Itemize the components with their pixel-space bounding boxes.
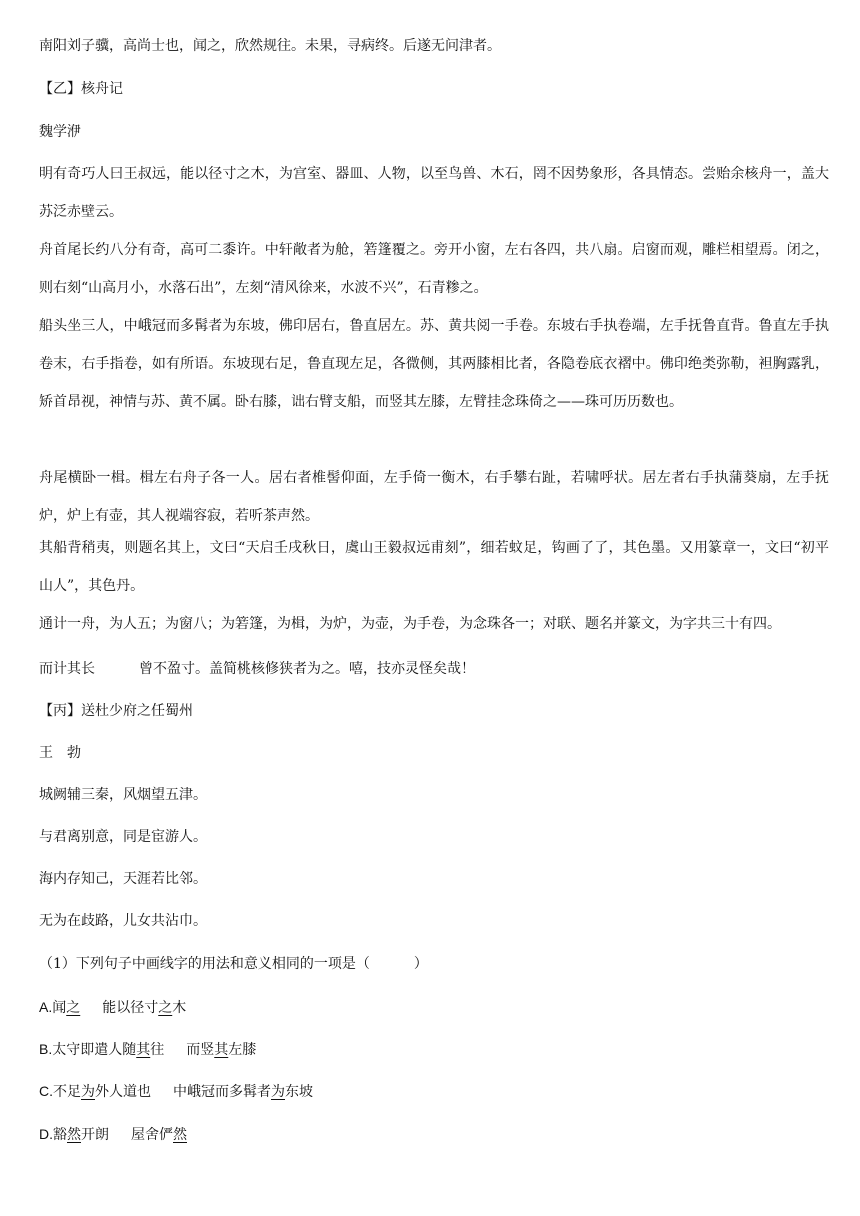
option-letter: C.	[39, 1083, 53, 1099]
yi-paragraph-6: 通计一舟，为人五；为窗八；为箬篷，为楫，为炉，为壶，为手卷，为念珠各一；对联、题名并篆文，为字共三十有四。	[39, 616, 781, 632]
option-text: 闻	[52, 1000, 67, 1016]
option-text: 木	[172, 1000, 187, 1016]
option-text: 能以径寸	[102, 1000, 159, 1016]
question-stem-close: ）	[413, 956, 428, 972]
option-letter: D.	[39, 1126, 53, 1142]
underlined-char: 之	[158, 1000, 173, 1016]
poem-line-3: 海内存知己，天涯若比邻。	[39, 871, 207, 887]
option-letter: A.	[39, 999, 53, 1015]
option-c[interactable]	[39, 1082, 829, 1101]
yi-paragraph-4: 舟尾横卧一楫。楫左右舟子各一人。居右者椎髻仰面，左手倚一衡木，右手攀右趾，若啸呼状。居左者右手执蒲葵扇，左手抚炉，炉上有壶，其人视端容寂，若听茶声然。	[39, 470, 829, 524]
option-text: 中峨冠而多髯者	[173, 1084, 271, 1100]
option-d[interactable]	[39, 1125, 829, 1144]
underlined-char: 其	[136, 1042, 151, 1058]
option-text: 屋舍俨	[131, 1127, 173, 1143]
yi-paragraph-1: 明有奇巧人曰王叔远，能以径寸之木，为宫室、器皿、人物，以至鸟兽、木石，罔不因势象形，各具情态。尝贻余核舟一，盖大苏泛赤壁云。	[39, 166, 829, 220]
yi-paragraph-2: 舟首尾长约八分有奇，高可二黍许。中轩敞者为舱，箬篷覆之。旁开小窗，左右各四，共八扇。启窗而观，雕栏相望焉。闭之，则右刻“山高月小，水落石出”，左刻“清风徐来，水波不兴”，石青糁之。	[39, 242, 829, 296]
option-text: 而竖	[186, 1042, 215, 1058]
option-a[interactable]	[39, 998, 829, 1017]
underlined-char: 为	[271, 1084, 285, 1100]
section-bing-heading: 【丙】送杜少府之任蜀州	[39, 703, 193, 719]
option-text: 外人道也	[95, 1084, 151, 1100]
yi-paragraph-7	[39, 660, 829, 678]
underlined-char: 然	[173, 1127, 187, 1143]
option-text: 左膝	[228, 1042, 257, 1058]
option-text: 太守即遣人随	[52, 1042, 137, 1058]
section-yi-author: 魏学洢	[39, 124, 81, 140]
yi-paragraph-7-start: 而计其长	[39, 661, 95, 677]
underlined-char: 之	[66, 1000, 81, 1016]
option-letter: B.	[39, 1041, 53, 1057]
question-stem-text: （1）下列句子中画线字的用法和意义相同的一项是（	[39, 956, 370, 972]
option-text: 开朗	[81, 1127, 109, 1143]
option-text: 不足	[53, 1084, 81, 1100]
yi-paragraph-7-end: 曾不盈寸。盖简桃核修狭者为之。嘻，技亦灵怪矣哉！	[139, 661, 475, 677]
poem-line-2: 与君离别意，同是宦游人。	[39, 829, 207, 845]
option-text: 豁	[53, 1127, 67, 1143]
underlined-char: 其	[214, 1042, 229, 1058]
poem-line-4: 无为在歧路，儿女共沾巾。	[39, 913, 207, 929]
option-text: 东坡	[285, 1084, 313, 1100]
question-stem	[39, 955, 829, 973]
underlined-char: 然	[67, 1127, 81, 1143]
yi-paragraph-5: 其船背稍夷，则题名其上，文曰“天启壬戌秋日，虞山王毅叔远甫刻”，细若蚊足，钩画了了，其色墨。又用篆章一，文曰“初平山人”，其色丹。	[39, 540, 829, 594]
section-yi-heading: 【乙】核舟记	[39, 81, 123, 97]
yi-paragraph-3: 船头坐三人，中峨冠而多髯者为东坡，佛印居右，鲁直居左。苏、黄共阅一手卷。东坡右手执卷端，左手抚鲁直背。鲁直左手执卷末，右手指卷，如有所语。东坡现右足，鲁直现左足，各微侧，其两膝相比者，各隐卷底衣褶中。佛印绝类弥勒，袒胸露乳，矫首昂视，神情与苏、黄不属。卧右膝，诎右臂支船，而竖其左膝，左臂挂念珠倚之——珠可历历数也。	[39, 318, 829, 410]
option-text: 往	[150, 1042, 165, 1058]
option-b[interactable]	[39, 1040, 829, 1059]
passage-a-tail: 南阳刘子骥，高尚士也，闻之，欣然规往。未果，寻病终。后遂无问津者。	[39, 38, 501, 54]
underlined-char: 为	[81, 1084, 95, 1100]
section-bing-author: 王勃	[39, 745, 95, 761]
poem-line-1: 城阙辅三秦，风烟望五津。	[39, 787, 207, 803]
